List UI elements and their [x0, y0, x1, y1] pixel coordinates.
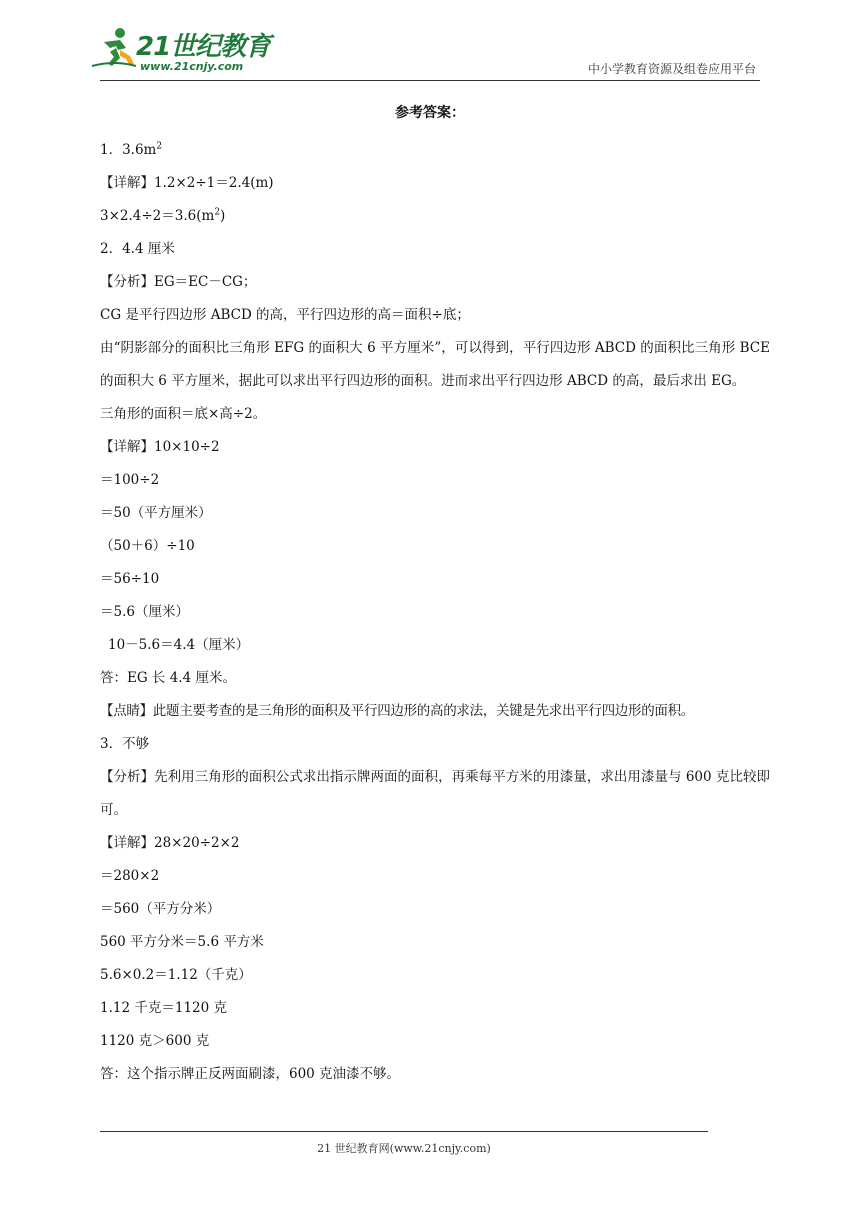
q3-analysis: 【分析】先利用三角形的面积公式求出指示牌两面的面积，再乘每平方米的用漆量，求出用漆量与 600 克比较即可。 [100, 769, 770, 818]
q3-step: 5.6×0.2＝1.12（千克） [100, 967, 252, 983]
q2-step: ＝5.6（厘米） [100, 604, 189, 620]
logo-text: 21世纪教育 [136, 32, 271, 62]
runner-logo-icon [90, 26, 138, 70]
q1-answer-sup: 2 [156, 141, 163, 152]
q1-answer [100, 134, 770, 167]
q2-analysis-2: CG 是平行四边形 ABCD 的高，平行四边形的高＝面积÷底； [100, 307, 470, 323]
q1-detail: 【详解】1.2×2÷1＝2.4(m) [100, 175, 274, 191]
q2-step: ＝56÷10 [100, 571, 160, 587]
q2-answer: 2．4.4 厘米 [100, 241, 175, 257]
q2-step: 【详解】10×10÷2 [100, 439, 220, 455]
q3-step: 【详解】28×20÷2×2 [100, 835, 240, 851]
q1-answer-text: 1．3.6m [100, 142, 157, 158]
q2-conclusion: 答：EG 长 4.4 厘米。 [100, 670, 236, 686]
footer-divider [100, 1131, 708, 1132]
q2-step: ＝50（平方厘米） [100, 505, 212, 521]
page-title: 参考答案： [395, 105, 465, 121]
q2-analysis-4: 三角形的面积＝底×高÷2。 [100, 406, 267, 422]
q2-step: （50＋6）÷10 [100, 538, 195, 554]
page-header [0, 0, 860, 90]
q2-step: 10－5.6＝4.4（厘米） [108, 637, 250, 653]
q2-step: ＝100÷2 [100, 472, 160, 488]
header-divider [100, 80, 760, 81]
q2-analysis-3: 由“阴影部分的面积比三角形 EFG 的面积大 6 平方厘米”，可以得到，平行四边形 ABCD 的面积比三角形 BCE 的面积大 6 平方厘米，据此可以求出平行四边形的面积。进而求出平行四边形 ABCD 的高，最后求出 EG。 [100, 340, 770, 389]
q2-analysis-1: 【分析】EG＝EC－CG； [100, 274, 257, 290]
q3-step: 560 平方分米＝5.6 平方米 [100, 934, 264, 950]
q3-step: ＝280×2 [100, 868, 160, 884]
site-logo [90, 26, 270, 82]
answer-content [100, 134, 770, 1091]
q3-answer: 3．不够 [100, 736, 150, 752]
q3-step: 1.12 千克＝1120 克 [100, 1000, 227, 1016]
q1-calc-suffix: ) [220, 208, 226, 224]
page-footer: 21 世纪教育网(www.21cnjy.com) [317, 1142, 491, 1155]
logo-url: www.21cnjy.com [140, 60, 244, 73]
q2-comment: 【点睛】此题主要考查的是三角形的面积及平行四边形的高的求法，关键是先求出平行四边形的面积。 [100, 703, 694, 719]
q3-step: 1120 克＞600 克 [100, 1033, 210, 1049]
platform-name: 中小学教育资源及组卷应用平台 [587, 62, 756, 76]
q1-calc-text: 3×2.4÷2＝3.6(m [100, 208, 215, 224]
q3-conclusion: 答：这个指示牌正反两面刷漆，600 克油漆不够。 [100, 1066, 401, 1082]
q1-calc-sup: 2 [214, 207, 221, 218]
q3-step: ＝560（平方分米） [100, 901, 221, 917]
q1-calc [100, 200, 770, 233]
